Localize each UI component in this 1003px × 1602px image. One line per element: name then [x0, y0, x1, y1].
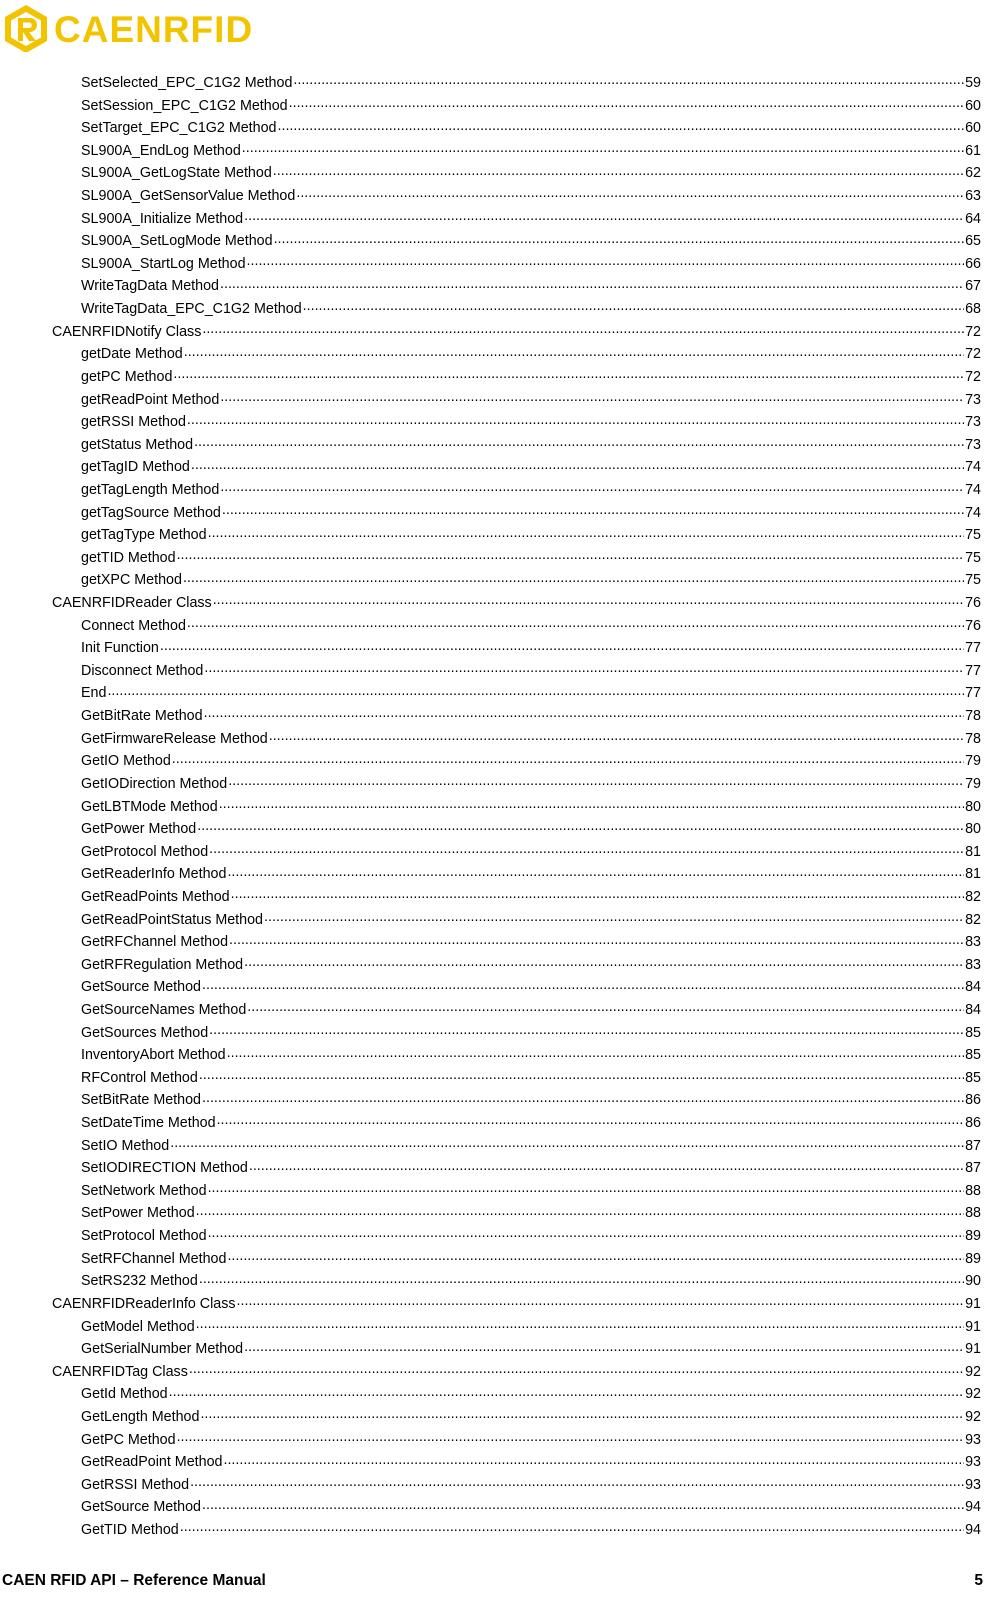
toc-entry-page: 82 — [965, 888, 981, 905]
toc-entry-title: WriteTagData Method — [81, 278, 220, 295]
toc-entry[interactable] — [0, 1270, 1003, 1293]
toc-entry[interactable] — [0, 1406, 1003, 1429]
toc-entry-page: 74 — [965, 481, 981, 498]
toc-entry[interactable] — [0, 750, 1003, 773]
dot-leader — [172, 751, 964, 765]
toc-entry-title: GetIO Method — [81, 753, 171, 770]
toc-entry-page: 72 — [965, 346, 981, 363]
toc-entry-title: getRSSI Method — [81, 414, 186, 431]
dot-leader — [197, 819, 964, 833]
dot-leader — [177, 548, 965, 562]
toc-entry[interactable] — [0, 298, 1003, 321]
dot-leader — [173, 367, 964, 381]
dot-leader — [222, 503, 964, 517]
page-header — [0, 0, 1003, 60]
toc-entry-page: 92 — [965, 1386, 981, 1403]
toc-entry-title: SetRS232 Method — [81, 1273, 198, 1290]
dot-leader — [219, 797, 964, 811]
toc-entry-page: 72 — [965, 368, 981, 385]
toc-entry-page: 85 — [965, 1069, 981, 1086]
toc-entry-title: GetRSSI Method — [81, 1476, 190, 1493]
toc-entry-title: SetDateTime Method — [81, 1115, 216, 1132]
toc-entry-page: 74 — [965, 459, 981, 476]
toc-entry-page: 77 — [965, 640, 981, 657]
dot-leader — [202, 322, 964, 336]
toc-entry-title: getReadPoint Method — [81, 391, 220, 408]
toc-entry[interactable] — [0, 863, 1003, 886]
toc-entry[interactable] — [0, 1157, 1003, 1180]
toc-entry-title: GetReadPoint Method — [81, 1454, 223, 1471]
toc-entry-title: Connect Method — [81, 617, 186, 634]
toc-entry-title: SL900A_StartLog Method — [81, 255, 246, 272]
toc-entry-title: GetId Method — [81, 1386, 168, 1403]
toc-entry-page: 83 — [965, 934, 981, 951]
dot-leader — [187, 412, 964, 426]
toc-entry-title: GetTID Method — [81, 1522, 179, 1538]
toc-entry-title: getDate Method — [81, 346, 183, 363]
dot-leader — [303, 299, 964, 313]
toc-entry-page: 75 — [965, 572, 981, 589]
toc-entry[interactable] — [0, 954, 1003, 977]
toc-entry-title: getTagLength Method — [81, 481, 220, 498]
dot-leader — [220, 276, 964, 290]
dot-leader — [273, 163, 964, 177]
toc-entry-page: 73 — [965, 391, 981, 408]
toc-entry[interactable] — [0, 728, 1003, 751]
dot-leader — [160, 638, 964, 652]
toc-entry[interactable] — [0, 479, 1003, 502]
toc-entry-title: CAENRFIDReaderInfo Class — [52, 1295, 236, 1312]
toc-entry-page: 84 — [965, 979, 981, 996]
dot-leader — [244, 1339, 964, 1353]
dot-leader — [247, 1000, 964, 1014]
toc-entry-page: 77 — [965, 662, 981, 679]
toc-entry[interactable] — [0, 1293, 1003, 1316]
toc-entry-page: 94 — [965, 1499, 981, 1516]
toc-entry-title: GetSource Method — [81, 1499, 202, 1516]
toc-entry[interactable] — [0, 185, 1003, 208]
dot-leader — [204, 661, 964, 675]
toc-entry-title: SetIODIRECTION Method — [81, 1160, 248, 1177]
page-footer — [0, 1572, 1003, 1598]
toc-entry[interactable] — [0, 1022, 1003, 1045]
toc-entry[interactable] — [0, 931, 1003, 954]
toc-entry[interactable] — [0, 1361, 1003, 1384]
toc-entry-page: 73 — [965, 414, 981, 431]
toc-entry-page: 66 — [965, 255, 981, 272]
toc-entry[interactable] — [0, 72, 1003, 95]
toc-entry[interactable] — [0, 208, 1003, 231]
dot-leader — [208, 1226, 965, 1240]
toc-entry[interactable] — [0, 841, 1003, 864]
toc-entry-page: 60 — [965, 97, 981, 114]
toc-entry-title: SetNetwork Method — [81, 1182, 207, 1199]
toc-entry-page: 61 — [965, 142, 981, 159]
toc-entry-title: GetSources Method — [81, 1024, 209, 1041]
dot-leader — [229, 932, 964, 946]
dot-leader — [200, 1407, 964, 1421]
toc-entry-page: 80 — [965, 798, 981, 815]
toc-entry-title: CAENRFIDReader Class — [52, 595, 212, 612]
toc-entry-title: GetLength Method — [81, 1408, 200, 1425]
dot-leader — [180, 1520, 964, 1534]
dot-leader — [269, 729, 964, 743]
toc-entry[interactable] — [0, 524, 1003, 547]
toc-entry-title: GetBitRate Method — [81, 708, 203, 725]
toc-entry-title: getTagID Method — [81, 459, 190, 476]
toc-entry-page: 89 — [965, 1228, 981, 1245]
toc-entry[interactable] — [0, 140, 1003, 163]
toc-entry-title: GetReadPoints Method — [81, 888, 230, 905]
dot-leader — [293, 73, 964, 87]
toc-entry[interactable] — [0, 1383, 1003, 1406]
dot-leader — [217, 1113, 965, 1127]
dot-leader — [231, 887, 964, 901]
toc-entry-title: SetProtocol Method — [81, 1228, 207, 1245]
dot-leader — [264, 910, 964, 924]
toc-entry-page: 86 — [965, 1092, 981, 1109]
toc-entry-page: 75 — [965, 527, 981, 544]
dot-leader — [220, 480, 964, 494]
dot-leader — [202, 977, 964, 991]
dot-leader — [213, 593, 964, 607]
toc-entry-title: GetSource Method — [81, 979, 202, 996]
toc-entry[interactable] — [0, 502, 1003, 525]
toc-entry[interactable] — [0, 389, 1003, 412]
toc-entry-page: 60 — [965, 120, 981, 137]
toc-entry[interactable] — [0, 1451, 1003, 1474]
page-number: 5 — [974, 1572, 983, 1589]
toc-entry-title: GetReaderInfo Method — [81, 866, 227, 883]
toc-entry[interactable] — [0, 1067, 1003, 1090]
toc-entry-title: getTagSource Method — [81, 504, 221, 521]
toc-entry-title: WriteTagData_EPC_C1G2 Method — [81, 301, 302, 318]
dot-leader — [183, 570, 964, 584]
toc-entry-page: 87 — [965, 1160, 981, 1177]
toc-entry-title: GetRFRegulation Method — [81, 956, 244, 973]
toc-entry-title: GetRFChannel Method — [81, 934, 229, 951]
toc-entry-page: 82 — [965, 911, 981, 928]
toc-entry-title: SL900A_Initialize Method — [81, 210, 244, 227]
toc-entry[interactable] — [0, 1180, 1003, 1203]
dot-leader — [202, 1090, 964, 1104]
toc-entry-title: SetSession_EPC_C1G2 Method — [81, 97, 288, 114]
toc-entry-title: RFControl Method — [81, 1069, 198, 1086]
document-title: CAEN RFID API – Reference Manual — [2, 1572, 266, 1589]
toc-entry-page: 83 — [965, 956, 981, 973]
toc-entry-title: GetReadPointStatus Method — [81, 911, 263, 928]
toc-entry-page: 62 — [965, 165, 981, 182]
toc-entry-page: 90 — [965, 1273, 981, 1290]
dot-leader — [191, 457, 964, 471]
dot-leader — [237, 1294, 965, 1308]
toc-entry-title: GetSerialNumber Method — [81, 1341, 244, 1358]
toc-entry-page: 59 — [965, 75, 981, 91]
dot-leader — [196, 1203, 964, 1217]
toc-entry-page: 91 — [965, 1295, 981, 1312]
caenrfid-logo — [2, 4, 270, 52]
toc-entry-title: SetBitRate Method — [81, 1092, 202, 1109]
toc-entry-page: 94 — [965, 1522, 981, 1538]
toc-entry[interactable] — [0, 230, 1003, 253]
toc-entry[interactable] — [0, 592, 1003, 615]
toc-entry-title: getTagType Method — [81, 527, 207, 544]
toc-entry[interactable] — [0, 1225, 1003, 1248]
toc-entry-title: GetLBTMode Method — [81, 798, 218, 815]
toc-entry[interactable] — [0, 705, 1003, 728]
dot-leader — [204, 706, 965, 720]
dot-leader — [227, 1045, 964, 1059]
toc-entry-page: 91 — [965, 1318, 981, 1335]
dot-leader — [227, 1249, 964, 1263]
toc-entry-title: GetSourceNames Method — [81, 1001, 247, 1018]
toc-entry-title: SetRFChannel Method — [81, 1250, 227, 1267]
toc-entry-title: Disconnect Method — [81, 662, 204, 679]
toc-entry-page: 63 — [965, 188, 981, 205]
toc-entry-title: CAENRFIDTag Class — [52, 1363, 188, 1380]
dot-leader — [249, 1158, 964, 1172]
toc-entry[interactable] — [0, 615, 1003, 638]
toc-entry-title: End — [81, 685, 107, 702]
toc-entry-title: GetPC Method — [81, 1431, 176, 1448]
dot-leader — [228, 774, 964, 788]
dot-leader — [199, 1271, 964, 1285]
toc-entry-page: 74 — [965, 504, 981, 521]
toc-entry-title: GetIODirection Method — [81, 775, 228, 792]
toc-entry[interactable] — [0, 637, 1003, 660]
toc-entry[interactable] — [0, 569, 1003, 592]
toc-entry[interactable] — [0, 796, 1003, 819]
toc-entry-page: 77 — [965, 685, 981, 702]
toc-entry-page: 92 — [965, 1408, 981, 1425]
toc-entry-title: SL900A_EndLog Method — [81, 142, 241, 159]
toc-entry[interactable] — [0, 456, 1003, 479]
toc-entry[interactable] — [0, 886, 1003, 909]
toc-entry-page: 81 — [965, 866, 981, 883]
toc-entry[interactable] — [0, 818, 1003, 841]
toc-entry-page: 85 — [965, 1024, 981, 1041]
toc-entry[interactable] — [0, 117, 1003, 140]
toc-entry[interactable] — [0, 976, 1003, 999]
toc-entry-page: 72 — [965, 323, 981, 340]
toc-entry-title: SetTarget_EPC_C1G2 Method — [81, 120, 277, 137]
toc-entry[interactable] — [0, 1338, 1003, 1361]
dot-leader — [244, 209, 964, 223]
toc-entry[interactable] — [0, 1248, 1003, 1271]
toc-entry[interactable] — [0, 95, 1003, 118]
toc-entry-title: GetProtocol Method — [81, 843, 209, 860]
dot-leader — [170, 1136, 964, 1150]
toc-entry[interactable] — [0, 1519, 1003, 1542]
toc-entry-page: 91 — [965, 1341, 981, 1358]
toc-entry[interactable] — [0, 321, 1003, 344]
toc-entry[interactable] — [0, 1089, 1003, 1112]
toc-entry-title: GetFirmwareRelease Method — [81, 730, 268, 747]
toc-entry[interactable] — [0, 1429, 1003, 1452]
dot-leader — [196, 1317, 964, 1331]
dot-leader — [278, 118, 965, 132]
svg-text:CAENRFID: CAENRFID — [54, 9, 254, 50]
toc-entry-page: 89 — [965, 1250, 981, 1267]
toc-entry-page: 68 — [965, 301, 981, 318]
toc-entry-page: 92 — [965, 1363, 981, 1380]
toc-entry-page: 88 — [965, 1182, 981, 1199]
toc-entry[interactable] — [0, 547, 1003, 570]
toc-entry-title: SetSelected_EPC_C1G2 Method — [81, 75, 293, 91]
dot-leader — [289, 96, 964, 110]
dot-leader — [190, 1475, 964, 1489]
dot-leader — [244, 955, 964, 969]
dot-leader — [209, 842, 964, 856]
dot-leader — [169, 1384, 964, 1398]
toc-entry[interactable] — [0, 909, 1003, 932]
toc-entry-page: 93 — [965, 1431, 981, 1448]
toc-entry[interactable] — [0, 1496, 1003, 1519]
toc-entry-page: 67 — [965, 278, 981, 295]
dot-leader — [227, 864, 964, 878]
toc-entry[interactable] — [0, 1044, 1003, 1067]
toc-entry[interactable] — [0, 1316, 1003, 1339]
toc-entry[interactable] — [0, 682, 1003, 705]
dot-leader — [107, 683, 964, 697]
toc-entry-title: SL900A_SetLogMode Method — [81, 233, 273, 250]
toc-entry[interactable] — [0, 366, 1003, 389]
dot-leader — [177, 1430, 965, 1444]
toc-entry[interactable] — [0, 999, 1003, 1022]
toc-entry-page: 76 — [965, 617, 981, 634]
dot-leader — [242, 141, 964, 155]
toc-entry-page: 80 — [965, 821, 981, 838]
toc-entry-title: InventoryAbort Method — [81, 1047, 226, 1064]
toc-entry-title: GetPower Method — [81, 821, 197, 838]
toc-entry-page: 93 — [965, 1454, 981, 1471]
dot-leader — [189, 1362, 964, 1376]
toc-entry-title: SL900A_GetSensorValue Method — [81, 188, 296, 205]
toc-entry[interactable] — [0, 660, 1003, 683]
toc-entry[interactable] — [0, 773, 1003, 796]
dot-leader — [247, 254, 965, 268]
toc-entry-title: getStatus Method — [81, 436, 194, 453]
dot-leader — [223, 1452, 964, 1466]
toc-entry[interactable] — [0, 1202, 1003, 1225]
toc-entry-title: SL900A_GetLogState Method — [81, 165, 272, 182]
dot-leader — [184, 344, 964, 358]
toc-entry-title: SetIO Method — [81, 1137, 170, 1154]
toc-entry-page: 93 — [965, 1476, 981, 1493]
toc-entry[interactable] — [0, 434, 1003, 457]
dot-leader — [274, 231, 965, 245]
toc-entry[interactable] — [0, 162, 1003, 185]
toc-entry[interactable] — [0, 275, 1003, 298]
toc-entry-page: 88 — [965, 1205, 981, 1222]
dot-leader — [202, 1497, 964, 1511]
dot-leader — [199, 1068, 964, 1082]
toc-entry-title: Init Function — [81, 640, 159, 657]
toc-entry-page: 76 — [965, 595, 981, 612]
toc-entry-page: 65 — [965, 233, 981, 250]
toc-entry-title: getPC Method — [81, 368, 173, 385]
toc-entry-page: 78 — [965, 730, 981, 747]
toc-entry-title: getTID Method — [81, 549, 176, 566]
toc-entry[interactable] — [0, 253, 1003, 276]
dot-leader — [220, 390, 964, 404]
toc-entry[interactable] — [0, 1474, 1003, 1497]
toc-entry-title: getXPC Method — [81, 572, 182, 589]
toc-entry-title: SetPower Method — [81, 1205, 195, 1222]
toc-entry-page: 64 — [965, 210, 981, 227]
dot-leader — [187, 616, 964, 630]
dot-leader — [209, 1023, 964, 1037]
toc-entry[interactable] — [0, 1112, 1003, 1135]
dot-leader — [194, 435, 964, 449]
toc-entry-page: 79 — [965, 775, 981, 792]
toc-entry-title: CAENRFIDNotify Class — [52, 323, 202, 340]
toc-entry[interactable] — [0, 343, 1003, 366]
toc-entry-page: 85 — [965, 1047, 981, 1064]
toc-entry-page: 81 — [965, 843, 981, 860]
toc-entry-page: 86 — [965, 1115, 981, 1132]
toc-entry-page: 78 — [965, 708, 981, 725]
toc-entry-title: GetModel Method — [81, 1318, 195, 1335]
dot-leader — [296, 186, 964, 200]
toc-entry-page: 73 — [965, 436, 981, 453]
toc-entry-page: 84 — [965, 1001, 981, 1018]
table-of-contents — [0, 72, 1003, 1542]
toc-entry-page: 75 — [965, 549, 981, 566]
toc-entry[interactable] — [0, 1135, 1003, 1158]
toc-entry[interactable] — [0, 411, 1003, 434]
toc-entry-page: 79 — [965, 753, 981, 770]
dot-leader — [208, 1181, 965, 1195]
toc-entry-page: 87 — [965, 1137, 981, 1154]
dot-leader — [208, 525, 965, 539]
